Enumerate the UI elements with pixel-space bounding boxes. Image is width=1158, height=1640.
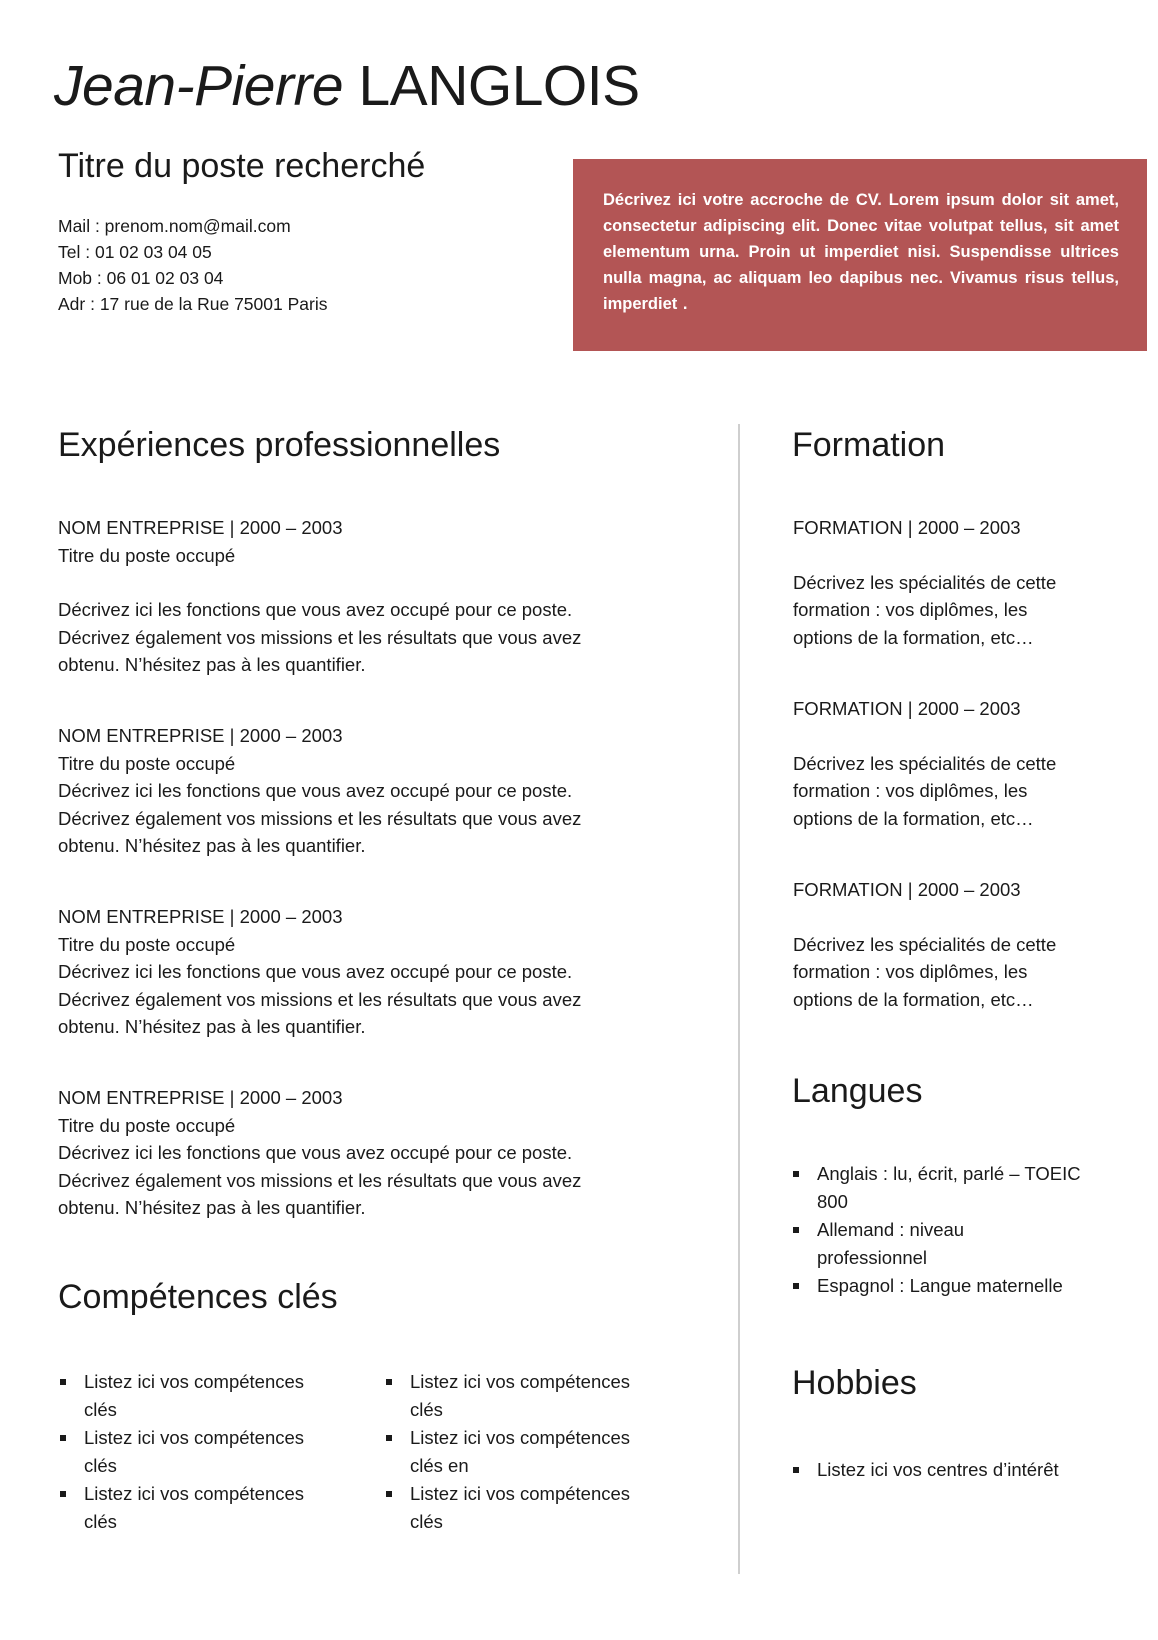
bullet-icon xyxy=(793,1283,799,1289)
list-item: Listez ici vos compétences clés xyxy=(384,1480,630,1536)
hobbies-heading: Hobbies xyxy=(792,1364,917,1402)
experience-item xyxy=(58,903,698,1041)
education-item xyxy=(793,514,1133,651)
description-line: options de la formation, etc… xyxy=(793,807,1034,829)
bullet-icon xyxy=(386,1435,392,1441)
languages-heading: Langues xyxy=(792,1072,923,1110)
list-item: Listez ici vos compétences clés xyxy=(58,1480,304,1536)
description-line: Décrivez les spécialités de cette xyxy=(793,933,1057,955)
candidate-last-name: LANGLOIS xyxy=(358,54,640,118)
education-school: FORMATION | 2000 – 2003 xyxy=(793,879,1021,900)
list-item: Listez ici vos compétences clés xyxy=(58,1368,304,1424)
description-line: Décrivez ici les fonctions que vous avez occupé pour ce poste. xyxy=(58,780,573,801)
description-line: obtenu. N’hésitez pas à les quantifier. xyxy=(58,1197,366,1218)
skills-list-right xyxy=(384,1368,630,1536)
job-title: Titre du poste recherché xyxy=(58,147,426,185)
candidate-name xyxy=(54,50,640,122)
description-line: Décrivez également vos missions et les résultats que vous avez xyxy=(58,988,582,1010)
description-line: Décrivez les spécialités de cette xyxy=(793,752,1057,774)
description-line: obtenu. N’hésitez pas à les quantifier. xyxy=(58,835,366,856)
list-item: Espagnol : Langue maternelle xyxy=(791,1272,1081,1300)
skills-heading: Compétences clés xyxy=(58,1278,338,1316)
skills-list-left xyxy=(58,1368,304,1536)
experience-item xyxy=(58,514,698,679)
description-line: Décrivez les spécialités de cette xyxy=(793,571,1057,593)
education-school: FORMATION | 2000 – 2003 xyxy=(793,517,1021,538)
experience-company: NOM ENTREPRISE | 2000 – 2003 xyxy=(58,517,343,538)
bullet-icon xyxy=(60,1379,66,1385)
education-description xyxy=(793,931,1133,1014)
experience-description xyxy=(58,1139,698,1222)
hobbies-list xyxy=(791,1456,1059,1484)
bullet-icon xyxy=(793,1467,799,1473)
description-line: options de la formation, etc… xyxy=(793,626,1034,648)
description-line: formation : vos diplômes, les xyxy=(793,599,1028,620)
description-line: options de la formation, etc… xyxy=(793,988,1034,1010)
bullet-icon xyxy=(793,1227,799,1233)
description-line: Décrivez ici les fonctions que vous avez occupé pour ce poste. xyxy=(58,961,573,982)
experience-description xyxy=(58,958,698,1041)
experience-description xyxy=(58,596,698,679)
list-item: Listez ici vos compétences clés xyxy=(384,1368,630,1424)
contact-tel: Tel : 01 02 03 04 05 xyxy=(58,242,212,262)
education-item xyxy=(793,695,1133,832)
description-line: Décrivez ici les fonctions que vous avez occupé pour ce poste. xyxy=(58,1142,573,1163)
experience-company: NOM ENTREPRISE | 2000 – 2003 xyxy=(58,1087,343,1108)
description-line: Décrivez également vos missions et les résultats que vous avez xyxy=(58,626,582,648)
bullet-icon xyxy=(60,1435,66,1441)
experience-company: NOM ENTREPRISE | 2000 – 2003 xyxy=(58,725,343,746)
contact-mail: Mail : prenom.nom@mail.com xyxy=(58,216,291,236)
bullet-icon xyxy=(386,1379,392,1385)
education-school: FORMATION | 2000 – 2003 xyxy=(793,698,1021,719)
experience-position: Titre du poste occupé xyxy=(58,1114,236,1136)
contact-address: Adr : 17 rue de la Rue 75001 Paris xyxy=(58,294,328,314)
description-line: Décrivez également vos missions et les résultats que vous avez xyxy=(58,1169,582,1191)
experience-heading: Expériences professionnelles xyxy=(58,426,501,464)
experience-item xyxy=(58,722,698,860)
description-line: obtenu. N’hésitez pas à les quantifier. xyxy=(58,654,366,675)
experience-description xyxy=(58,777,698,860)
contact-mob: Mob : 06 01 02 03 04 xyxy=(58,268,224,288)
contact-block xyxy=(58,213,327,317)
education-description xyxy=(793,750,1133,833)
list-item: Anglais : lu, écrit, parlé – TOEIC 800 xyxy=(791,1160,1081,1216)
education-heading: Formation xyxy=(792,426,946,464)
bullet-icon xyxy=(386,1491,392,1497)
experience-position: Titre du poste occupé xyxy=(58,544,236,566)
list-item: Allemand : niveau professionnel xyxy=(791,1216,1081,1272)
description-line: Décrivez également vos missions et les résultats que vous avez xyxy=(58,807,582,829)
pitch-box xyxy=(573,159,1147,351)
bullet-icon xyxy=(60,1491,66,1497)
description-line: formation : vos diplômes, les xyxy=(793,961,1028,982)
description-line: obtenu. N’hésitez pas à les quantifier. xyxy=(58,1016,366,1037)
experience-position: Titre du poste occupé xyxy=(58,752,236,774)
experience-company: NOM ENTREPRISE | 2000 – 2003 xyxy=(58,906,343,927)
list-item: Listez ici vos centres d’intérêt xyxy=(791,1456,1059,1484)
candidate-first-name: Jean-Pierre xyxy=(54,54,344,118)
experience-position: Titre du poste occupé xyxy=(58,933,236,955)
bullet-icon xyxy=(793,1171,799,1177)
education-description xyxy=(793,569,1133,652)
pitch-text: Décrivez ici votre accroche de CV. Lorem ipsum dolor sit amet, consectetur adipiscing elit. Donec vitae volutpat tellus, sit amet elementum urna. Proin ut imperdiet nisi. Suspendisse ultrices nulla magna, ac aliquam leo dapibus nec. Vivamus risus tellus, imperdiet . xyxy=(603,191,1119,313)
education-item xyxy=(793,876,1133,1013)
description-line: Décrivez ici les fonctions que vous avez occupé pour ce poste. xyxy=(58,599,573,620)
languages-list xyxy=(791,1160,1081,1300)
list-item: Listez ici vos compétences clés en xyxy=(384,1424,630,1480)
column-divider xyxy=(738,424,740,1574)
description-line: formation : vos diplômes, les xyxy=(793,780,1028,801)
list-item: Listez ici vos compétences clés xyxy=(58,1424,304,1480)
experience-item xyxy=(58,1084,698,1222)
